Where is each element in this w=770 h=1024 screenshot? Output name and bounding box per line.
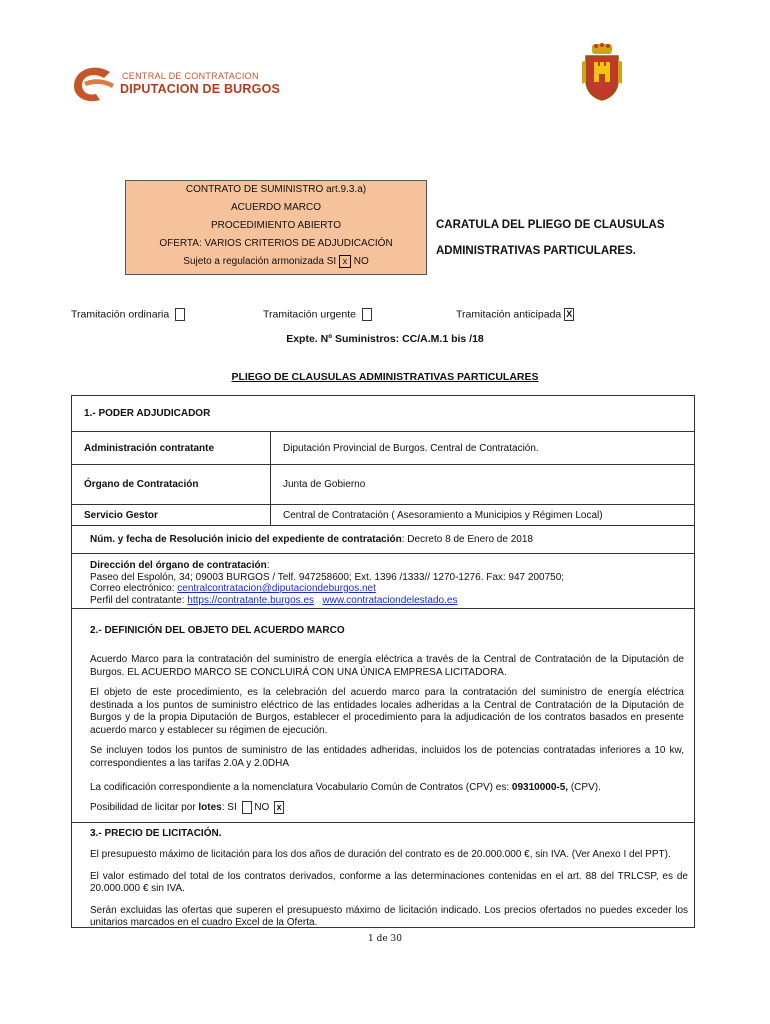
org-name-line1: CENTRAL DE CONTRATACION — [122, 71, 259, 81]
contract-type-line: CONTRATO DE SUMINISTRO art.9.3.a) — [185, 184, 367, 195]
cpv-text: La codificación correspondiente a la nomenclatura Vocabulario Común de Contratos (CPV) es: — [90, 782, 512, 793]
section3-paragraph: El valor estimado del total de los contratos derivados, conforme a las determinaciones contenidas en el art. 88 del TRLCSP, es de 20.000.000 € sin IVA. — [90, 870, 688, 894]
main-table — [71, 395, 695, 928]
contract-type-box — [125, 180, 427, 275]
tramitacion-urgente-checkbox[interactable] — [362, 308, 372, 321]
caratula-line1: CARATULA DEL PLIEGO DE CLAUSULAS — [436, 219, 665, 231]
lotes-text: Posibilidad de licitar por — [90, 801, 199, 813]
procedure-line: PROCEDIMIENTO ABIERTO — [210, 220, 342, 231]
lotes-si-label: : SI — [221, 801, 237, 813]
section3-paragraph: Serán excluidas las ofertas que superen el presupuesto máximo de licitación indicado. Los precios ofertados no puedes exceder los unitarios marcados en el cuadro Excel de la Oferta. — [90, 904, 688, 928]
perfil-link-2[interactable]: www.contrataciondelestado.es — [322, 594, 458, 606]
address-label: Dirección del órgano de contratación — [90, 560, 267, 571]
section3-content — [90, 828, 688, 930]
resolution-row — [72, 526, 694, 554]
lotes-bold: lotes — [198, 801, 222, 813]
tramitacion-ordinaria-checkbox[interactable] — [175, 308, 185, 321]
section2-row — [72, 609, 694, 823]
address-row — [72, 554, 694, 609]
caratula-title — [436, 212, 665, 264]
cpv-code: 09310000-5, — [511, 782, 569, 793]
harmonized-regulation-line — [126, 253, 426, 271]
lotes-si-checkbox[interactable] — [242, 801, 252, 814]
cpv-paragraph — [90, 782, 684, 795]
table-row — [72, 465, 694, 505]
resolution-text — [72, 526, 694, 553]
resolution-label: Núm. y fecha de Resolución inicio del expediente de contratación — [90, 534, 402, 545]
row-value: Central de Contratación ( Asesoramiento a Municipios y Régimen Local) — [283, 509, 603, 521]
section2-content — [90, 625, 684, 814]
tramitacion-anticipada — [456, 308, 574, 321]
lotes-no-checkbox[interactable]: x — [274, 801, 284, 814]
table-row — [72, 505, 694, 526]
expediente-number: Expte. Nº Suministros: CC/A.M.1 bis /18 — [286, 333, 484, 345]
perfil-label: Perfil del contratante: — [90, 594, 188, 606]
row-label: Órgano de Contratación — [72, 465, 271, 504]
tramitacion-ordinaria — [71, 308, 185, 321]
harmonized-yes-checkbox[interactable]: x — [339, 255, 351, 268]
coat-of-arms-icon — [580, 42, 624, 102]
central-contratacion-logo-icon — [70, 64, 122, 104]
offer-criteria-line: OFERTA: VARIOS CRITERIOS DE ADJUDICACIÓN — [159, 238, 393, 249]
tramitacion-anticipada-label: Tramitación anticipada — [456, 308, 562, 321]
agreement-type-line: ACUERDO MARCO — [230, 202, 321, 213]
tramitacion-anticipada-checkbox[interactable]: X — [566, 309, 573, 319]
section2-paragraph: Se incluyen todos los puntos de suministro de las entidades adheridas, incluidos los de potencias contratadas inferiores a 10 kw, correspondientes a las tarifas 2.0A y 2.0DHA — [90, 745, 684, 769]
address-line: Paseo del Espolón, 34; 09003 BURGOS / Telf. 947258600; Ext. 1396 /1333// 1270-1276. Fax: 947 200750; — [90, 571, 565, 583]
perfil-link-1[interactable]: https://contratante.burgos.es — [187, 594, 315, 606]
address-block: Dirección del órgano de contratación: Paseo del Espolón, 34; 09003 BURGOS / Telf. 947258600; Ext. 1396 /1333// 1270-1276. Fax: 947 200750; Correo electrónico: centralcontratacion@diputaciondeburgos.net Perfil del contratante: https://contratante.burgos.es www.contrataciondelestado.es — [90, 560, 565, 606]
cpv-suffix: (CPV). — [568, 782, 601, 793]
section3-paragraph: El presupuesto máximo de licitación para los dos años de duración del contrato es de 20.000.000 €, sin IVA. (Ver Anexo I del PPT). — [90, 849, 671, 860]
section2-title: 2.- DEFINICIÓN DEL OBJETO DEL ACUERDO MARCO — [90, 625, 345, 636]
resolution-value: : Decreto 8 de Enero de 2018 — [401, 534, 533, 545]
table-row — [72, 432, 694, 465]
tramitacion-ordinaria-label: Tramitación ordinaria — [71, 308, 170, 321]
harmonized-regulation-label: Sujeto a regulación armonizada SI — [183, 256, 337, 267]
row-value: Junta de Gobierno — [283, 479, 366, 490]
pliego-title: PLIEGO DE CLAUSULAS ADMINISTRATIVAS PARTICULARES — [231, 371, 539, 383]
section2-paragraph: El objeto de este procedimiento, es la celebración del acuerdo marco para la contratación del suministro de energía eléctrica destinada a los puntos de suministro eléctrico de las entidades locales adheridas a la Central de Contratación de la Diputación de Burgos y de la propia Diputación de Burgos, establecer el procedimiento para la adjudicación de los contratos basados en presente acuerdo marco y establecer su régimen de ejecución. — [90, 687, 684, 736]
section2-paragraph: Acuerdo Marco para la contratación del suministro de energía eléctrica a través de la Central de Contratación de la Diputación de Burgos. EL ACUERDO MARCO SE CONCLUIRÁ CON UNA ÚNICA EMPRESA LICITADORA. — [90, 654, 684, 678]
section1-header-row — [72, 396, 694, 432]
lotes-line — [90, 801, 684, 815]
row-label: Administración contratante — [72, 432, 271, 464]
caratula-line2: ADMINISTRATIVAS PARTICULARES. — [436, 245, 636, 257]
tramitacion-urgente-label: Tramitación urgente — [263, 308, 356, 321]
row-label: Servicio Gestor — [72, 505, 271, 525]
section1-title: 1.- PODER ADJUDICADOR — [84, 408, 211, 419]
org-name-line2: DIPUTACION DE BURGOS — [120, 82, 281, 96]
row-value: Diputación Provincial de Burgos. Central de Contratación. — [283, 442, 539, 454]
email-link[interactable]: centralcontratacion@diputaciondeburgos.net — [177, 583, 376, 594]
page-number: 1 de 30 — [368, 934, 402, 944]
lotes-no-label: NO — [254, 801, 270, 813]
email-label: Correo electrónico: — [90, 583, 178, 594]
tramitacion-urgente — [263, 308, 372, 321]
section3-title: 3.- PRECIO DE LICITACIÓN. — [90, 828, 222, 839]
harmonized-no-label: NO — [353, 256, 369, 267]
